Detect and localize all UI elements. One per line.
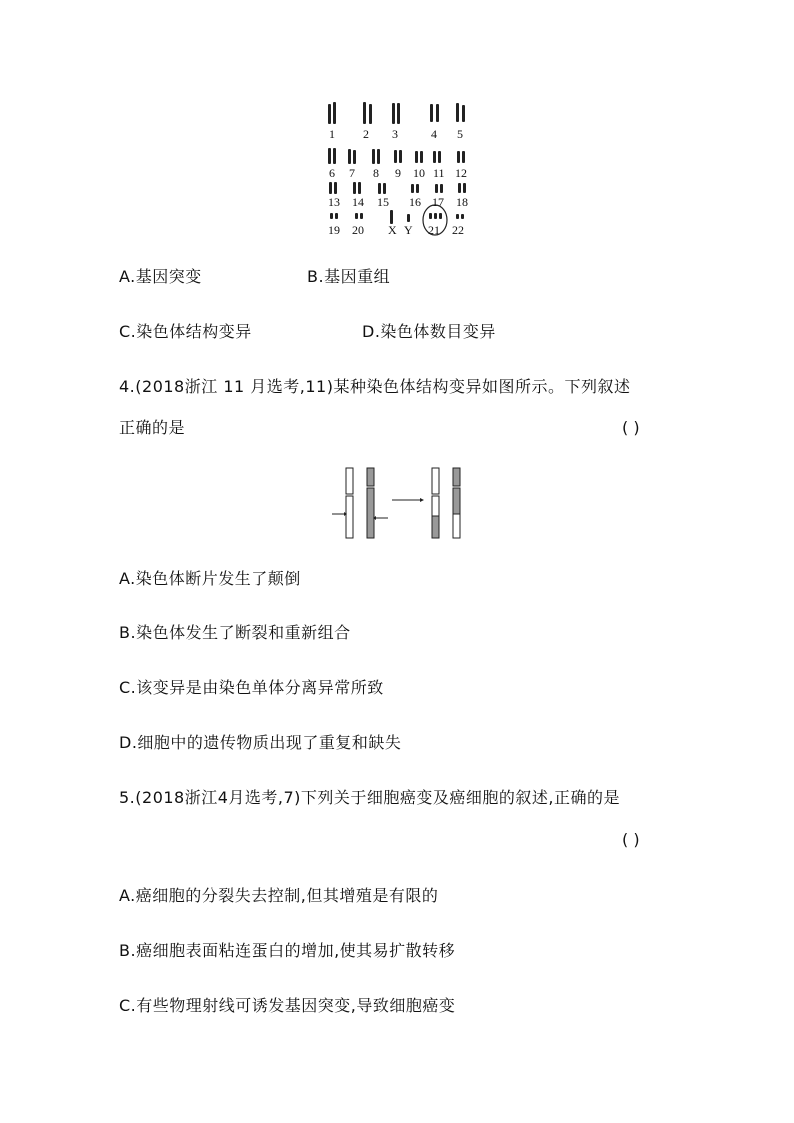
karyo-label-12: 12 bbox=[455, 166, 467, 180]
karyo-label-11: 11 bbox=[433, 166, 445, 180]
karyo-label-20: 20 bbox=[352, 223, 364, 237]
chromosome-translocation-image bbox=[330, 464, 470, 544]
karyo-label-5: 5 bbox=[457, 127, 463, 141]
q5-option-c: C.有些物理射线可诱发基因突变,导致细胞癌变 bbox=[119, 996, 456, 1015]
q4-option-d: D.细胞中的遗传物质出现了重复和缺失 bbox=[119, 733, 402, 752]
karyo-label-y: Y bbox=[404, 223, 413, 237]
karyo-label-8: 8 bbox=[373, 166, 379, 180]
karyo-label-6: 6 bbox=[329, 166, 335, 180]
karyo-label-1: 1 bbox=[329, 127, 335, 141]
karyo-label-2: 2 bbox=[363, 127, 369, 141]
karyo-label-9: 9 bbox=[395, 166, 401, 180]
karyo-label-21: 21 bbox=[428, 223, 440, 237]
karyo-label-7: 7 bbox=[349, 166, 355, 180]
q3-option-a: A.基因突变 bbox=[119, 267, 202, 286]
q4-stem-line1: 4.(2018浙江 11 月选考,11)某种染色体结构变异如图所示。下列叙述 bbox=[119, 377, 631, 396]
q4-option-c: C.该变异是由染色单体分离异常所致 bbox=[119, 678, 384, 697]
karyo-label-4: 4 bbox=[431, 127, 437, 141]
karyo-label-15: 15 bbox=[377, 195, 389, 209]
q4-answer-paren: ( ) bbox=[622, 418, 640, 437]
q3-option-d: D.染色体数目变异 bbox=[362, 322, 496, 341]
q5-option-a: A.癌细胞的分裂失去控制,但其增殖是有限的 bbox=[119, 886, 439, 905]
karyo-label-14: 14 bbox=[352, 195, 364, 209]
karyo-label-x: X bbox=[388, 223, 397, 237]
chromosome-diagram bbox=[330, 464, 470, 544]
q5-stem-line1: 5.(2018浙江4月选考,7)下列关于细胞癌变及癌细胞的叙述,正确的是 bbox=[119, 788, 621, 807]
karyo-label-17: 17 bbox=[432, 195, 444, 209]
q4-option-b: B.染色体发生了断裂和重新组合 bbox=[119, 623, 351, 642]
q3-option-b: B.基因重组 bbox=[307, 267, 391, 286]
q4-option-a: A.染色体断片发生了颠倒 bbox=[119, 569, 301, 588]
q5-answer-paren: ( ) bbox=[622, 830, 640, 849]
q5-option-b: B.癌细胞表面粘连蛋白的增加,使其易扩散转移 bbox=[119, 941, 456, 960]
karyo-label-19: 19 bbox=[328, 223, 340, 237]
karyotype-image bbox=[318, 96, 478, 240]
karyo-label-22: 22 bbox=[452, 223, 464, 237]
karyo-label-16: 16 bbox=[409, 195, 421, 209]
q3-option-c: C.染色体结构变异 bbox=[119, 322, 252, 341]
karyotype-figure bbox=[318, 96, 478, 240]
karyo-label-3: 3 bbox=[392, 127, 398, 141]
karyo-label-13: 13 bbox=[328, 195, 340, 209]
karyo-label-18: 18 bbox=[456, 195, 468, 209]
karyo-label-10: 10 bbox=[413, 166, 425, 180]
q4-stem-line2: 正确的是 bbox=[119, 418, 186, 437]
